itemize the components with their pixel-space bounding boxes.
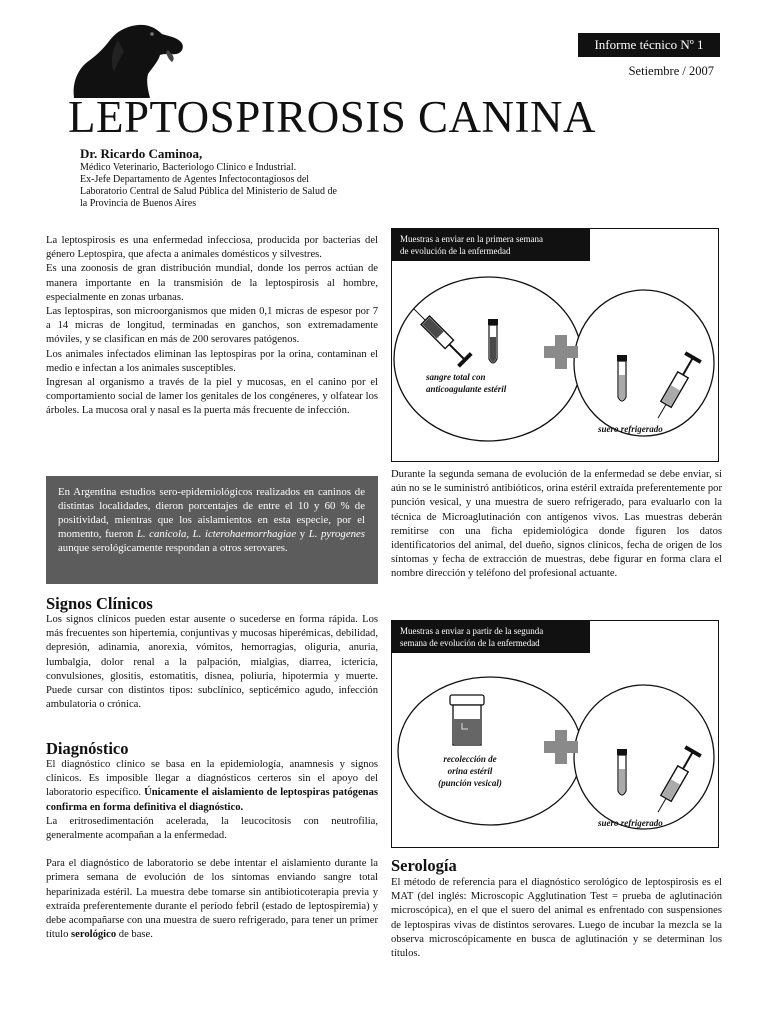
intro-paragraph: Ingresan al organismo a través de la piel y mucosas, en el canino por el comportamiento social de lamer los genitales de los congéneres, y olfatear los árboles. La mucosa oral y nasal es la puerta más frecuente de infección. [46, 377, 378, 417]
credential-line: la Provincia de Buenos Aires [80, 198, 197, 209]
intro-paragraph: La leptospirosis es una enfermedad infecciosa, producida por bacterias del género Leptospira, que afecta a animales domésticos y silvestres. [46, 235, 378, 261]
dog-image [68, 22, 188, 98]
box-label-line: Muestras a enviar a partir de la segunda [400, 626, 544, 636]
plus-icon [544, 730, 578, 764]
urine-jar-icon [450, 695, 484, 745]
caption-line: orina estéril [447, 766, 493, 776]
caption-line: (punción vesical) [438, 778, 502, 788]
box-label-line: Muestras a enviar en la primera semana [400, 234, 543, 244]
caption-serum: suero refrigerado [598, 424, 663, 434]
caption-urine [428, 753, 512, 789]
signos-heading: Signos Clínicos [46, 594, 153, 613]
author-name: Dr. Ricardo Caminoa, [80, 146, 203, 161]
box-label-line: semana de evolución de la enfermedad [400, 638, 540, 648]
report-date: Setiembre / 2007 [628, 64, 714, 78]
syringe-icon [408, 303, 472, 367]
serum-tube-icon [617, 355, 627, 401]
report-badge: Informe técnico Nº 1 [578, 33, 720, 57]
caption-serum: suero refrigerado [598, 818, 663, 828]
box-label-line: de evolución de la enfermedad [400, 246, 511, 256]
caption-line: recolección de [443, 754, 497, 764]
callout-text: aunque serológicamente respondan a otros serovares. [58, 542, 288, 554]
diagnostico-heading: Diagnóstico [46, 739, 129, 758]
first-week-illustration [392, 229, 718, 461]
callout-text: y [296, 528, 309, 540]
argentina-callout [46, 476, 378, 584]
credential-line: Laboratorio Central de Salud Pública del Ministerio de Salud de [80, 186, 337, 197]
diagnostico-paragraph: La eritrosedimentación acelerada, la leucocitosis con neutrofilia, generalmente acompañan a la enfermedad. [46, 815, 378, 842]
signos-text: Los signos clínicos pueden estar ausente o sucederse en forma rápida. Los más frecuentes son hipertemia, conjuntivas y mucosas hiperémicas, debilidad, depresión, adinamia, anorexia, vómitos, hemorragias, oliguria, anuria, lumbalgia, dolor renal a la palpación, mialgias, diarrea, ictericia, convulsiones, glositis, estomatitis, disnea, poliuria, hipotermia y muerte. Puede cursar con distintos tipos: subclínico, septicémico agudo, infección ambulatoria o crónica. [46, 614, 378, 711]
intro-paragraph: Las leptospiras, son microorganismos que miden 0,1 micras de espesor por 7 a 14 micras de longitud, terminadas en ganchos, son extremadamente móviles, y se clasifican en más de 200 serovares patógenos. [46, 306, 378, 346]
caption-line: sangre total con [426, 372, 486, 382]
diagnostico-paragraph [46, 857, 378, 942]
caption-blood [426, 371, 546, 395]
intro-paragraph: Es una zoonosis de gran distribución mundial, donde los perros actúan de manera importante en la transmisión de la leptospirosis al hombre, especialmente en zonas urbanas. [46, 263, 378, 303]
second-week-illustration [392, 621, 718, 847]
caption-line: anticoagulante estéril [426, 384, 507, 394]
author-credentials [80, 162, 378, 210]
second-week-text: Durante la segunda semana de evolución de la enfermedad se debe enviar, si aún no se le suministró antibióticos, orina estéril extraída preferentemente por punción vesical, y una muestra de suero refrigerado, para evaluarlo con la técnica de Microaglutinación con antígenos vivos. Las muestras deberán remitirse con una ficha epidemiológica donde figuren los datos identificatorios del animal, del dueño, signos clínicos, fecha de origen de los síntomas y fecha de extracción de muestras, debe figurar en forma clara el nombre dirección y teléfono del profesional actuante. [391, 469, 722, 580]
second-week-samples-box [391, 620, 719, 848]
serologia-heading: Serología [391, 856, 457, 875]
diagnostico-section [46, 758, 378, 942]
callout-species: L. canicola, L. icterohaemorrhagiae [136, 528, 297, 540]
page-title: LEPTOSPIROSIS CANINA [68, 92, 597, 142]
credential-line: Ex-Jefe Departamento de Agentes Infectocontagiosos del [80, 174, 310, 185]
diagnostico-text: de base. [116, 929, 153, 941]
intro-section [46, 234, 378, 419]
diagnostico-emphasis: Únicamente el aislamiento de leptospiras patógenas confirma en forma definitiva el diagnóstico. [46, 787, 378, 813]
diagnostico-emphasis: serológico [71, 929, 117, 941]
serum-tube-icon [617, 749, 627, 795]
plus-icon [544, 335, 578, 369]
blood-tube-icon [488, 319, 498, 363]
diagnostico-text: Para el diagnóstico de laboratorio se debe intentar el aislamiento durante la primera semana de evolución de los síntomas enviando sangre total heparinizada estéril. La muestra debe tomarse sin antibioticoterapia previa y extraída preferentemente durante el período febril (estado de leptospiremia) y debe acompañarse con una muestra de suero refrigerado, para tener un primer título [46, 858, 378, 941]
callout-species: L. pyrogenes [308, 528, 366, 540]
serologia-text: El método de referencia para el diagnóstico serológico de leptospirosis es el MAT (del inglés: Microscopic Agglutination Test = prueba de aglutinación microscópica), en el que el suero del animal es enfrentado con suspensiones de leptospiras vivas de distintos serovares. Luego de incubar la mezcla se la observa microscópicamente en busca de aglutinación y se determinan los títulos. [391, 877, 722, 960]
diagnostico-text: El diagnóstico clínico se basa en la epidemiología, anamnesis y signos clínicos. Es imposible llegar a diagnósticos certeros sin el apoyo del laboratorio específico. [46, 759, 378, 799]
intro-paragraph: Los animales infectados eliminan las leptospiras por la orina, contaminan el medio e infectan a los animales susceptibles. [46, 348, 378, 374]
first-week-samples-box [391, 228, 719, 462]
callout-text: En Argentina estudios sero-epidemiológicos realizados en caninos de distintas localidades, dieron porcentajes de entre el 10 y 60 % de positividad, mientras que los aislamientos en esta especie, por el momento, fueron [58, 486, 365, 540]
diagnostico-paragraph [46, 758, 378, 815]
credential-line: Médico Veterinario, Bacteriologo Clínico e Industrial. [80, 162, 297, 173]
